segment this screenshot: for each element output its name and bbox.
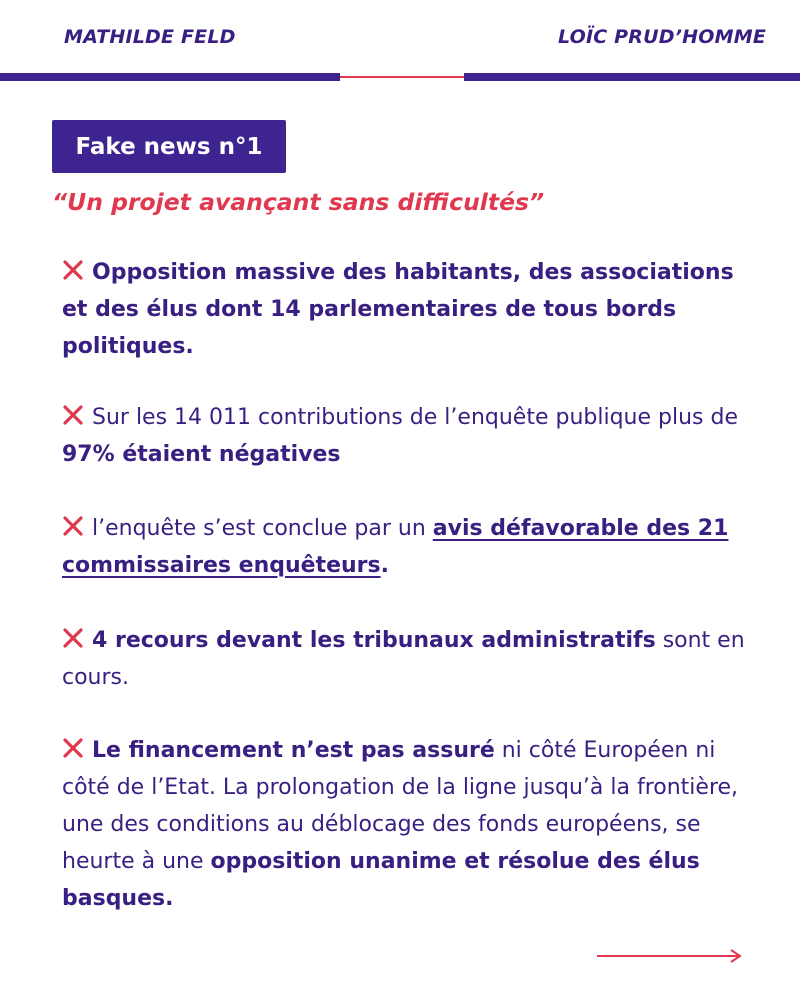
point-underlined: avis défavorable des 21 commissaires enquêteurs (62, 516, 729, 578)
point-text: ni côté Européen ni côté de l’Etat. La prolongation de la ligne jusqu’à la frontière, une des conditions au déblocage des fonds européens, se heurte à une (62, 738, 739, 874)
point-bold: 97% étaient négatives (62, 442, 341, 467)
cross-icon (62, 404, 84, 426)
author-right: LOÏC PRUD’HOMME (557, 26, 766, 48)
point-bold: Le financement n’est pas assuré (92, 738, 495, 763)
point-item (62, 254, 762, 365)
point-item (62, 622, 762, 696)
point-text: sont en cours. (62, 628, 745, 690)
fake-news-badge: Fake news n°1 (52, 120, 286, 173)
point-punct: . (380, 553, 389, 578)
cross-icon (62, 627, 84, 649)
author-left: MATHILDE FELD (64, 26, 236, 48)
point-bold: Opposition massive des habitants, des associations et des élus dont 14 parlementaires de tous bords politiques. (62, 260, 734, 359)
quote-title: “Un projet avançant sans difficultés” (52, 188, 545, 216)
cross-icon (62, 515, 84, 537)
next-arrow-icon[interactable] (597, 948, 743, 964)
point-item (62, 510, 762, 584)
point-item (62, 399, 762, 473)
header-rule-accent (340, 76, 464, 78)
point-text: Sur les 14 011 contributions de l’enquête publique plus de (92, 405, 738, 430)
point-item (62, 732, 762, 917)
header-rule-left (0, 73, 340, 81)
header-rule-right (464, 73, 800, 81)
point-bold-end: opposition unanime et résolue des élus basques. (62, 849, 700, 911)
cross-icon (62, 259, 84, 281)
header (0, 0, 800, 90)
point-text: l’enquête s’est conclue par un (92, 516, 433, 541)
point-bold: 4 recours devant les tribunaux administratifs (92, 628, 656, 653)
cross-icon (62, 737, 84, 759)
